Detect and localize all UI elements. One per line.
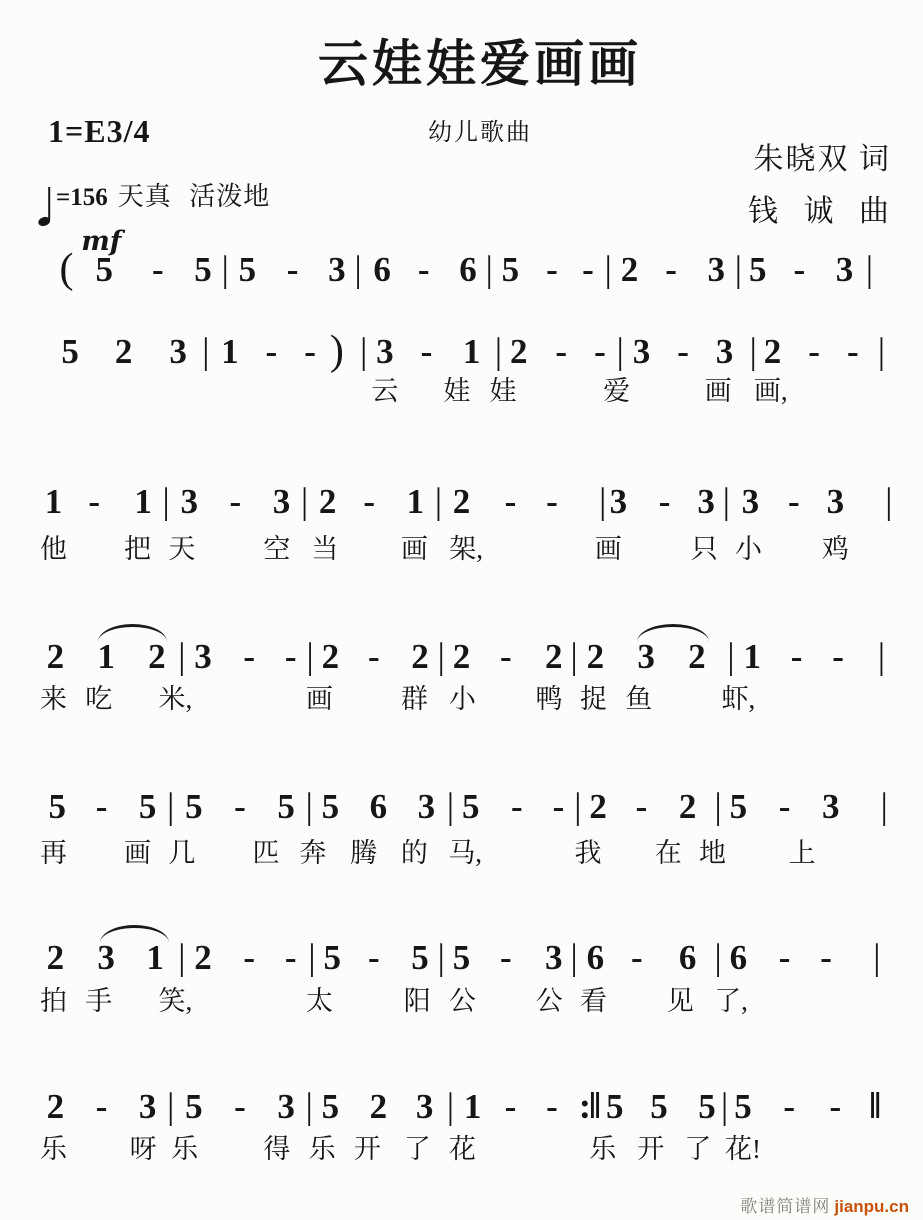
lyric-syllable: 娃 [443,376,471,406]
score-line-7 [0,1087,923,1127]
dynamics-marking: mf [81,226,122,257]
lyric-syllable: 当 [311,534,339,564]
note-token: 2 [148,637,166,676]
note-token: - [658,482,671,521]
lyric-syllable: 鸡 [821,534,849,564]
note-token: 2 [545,637,563,676]
barline: | [354,249,362,290]
note-token: 5 [277,787,295,826]
lyric-syllable: 太 [305,986,333,1016]
barline: | [305,1086,313,1127]
note-token: - [265,332,278,371]
key-signature: 1=E3/4 [48,113,151,149]
note-token: - [778,938,791,977]
lyric-line-5 [0,838,923,868]
slur-arc [98,624,167,642]
lyric-syllable: 米, [158,684,193,714]
note-token: 1 [743,637,761,676]
lyric-syllable: 吃 [85,684,113,714]
note-token: 2 [369,1087,388,1126]
note-token: 3 [277,1087,295,1126]
lyric-syllable: 画 [400,534,428,564]
score-line-2 [0,328,923,374]
quarter-note-icon [38,185,54,229]
note-token: - [847,332,859,371]
lyric-syllable: 爱 [603,376,631,406]
lyric-syllable: 地 [699,838,727,868]
barline: :‖ [578,1086,600,1127]
note-token: 1 [462,332,481,371]
barline: | [873,937,881,978]
lyricist-credit: 朱晓双 词 [753,143,891,176]
note-token: 1 [134,482,152,521]
watermark-site-name: 歌谱简谱网 [740,1197,831,1216]
lyric-syllable: 笑, [158,986,193,1016]
note-token: 3 [180,482,198,521]
barline: | [494,331,503,372]
note-token: - [243,938,256,977]
note-token: - [304,332,316,371]
note-token: 5 [61,332,79,371]
barline: | [221,249,229,290]
lyric-syllable: 花! [725,1134,761,1164]
lyric-syllable: 画, [753,376,788,406]
note-token: - [367,637,380,676]
note-token: - [808,332,820,371]
note-token: 5 [48,787,66,826]
lyric-syllable: 上 [788,838,816,868]
note-token: 3 [821,787,840,826]
note-token: 5 [698,1087,716,1126]
lyric-syllable: 乐 [40,1134,68,1164]
barline: | [437,937,445,978]
barline: | [570,937,578,978]
note-token: 3 [545,938,563,977]
lyric-syllable: 群 [400,684,428,714]
score-line-5 [0,787,923,827]
note-token: 2 [452,637,471,676]
note-token: 5 [323,938,342,977]
barline: ‖ [869,1086,880,1127]
barline: | [178,937,186,978]
score-line-6 [0,938,923,978]
note-token: - [152,250,164,289]
watermark-site-url: jianpu.cn [834,1197,909,1216]
note-token: - [504,1087,517,1126]
note-token: 2 [452,482,471,521]
lyric-syllable: 几 [168,838,196,868]
note-token: - [546,250,558,289]
note-token: 2 [678,787,697,826]
note-token: 5 [749,250,767,289]
note-token: 2 [318,482,337,521]
lyric-syllable: 了, [714,986,748,1016]
barline: | [880,786,888,827]
note-token: 5 [138,787,157,826]
note-token: 5 [185,787,203,826]
note-token: 3 [169,332,187,371]
note-token: 1 [146,938,164,977]
note-token: 6 [373,250,391,289]
score-line-1 [0,246,923,292]
note-token: - [783,1087,795,1126]
note-token: 1 [406,482,425,521]
note-token: 3 [637,637,655,676]
lyric-syllable: 虾, [721,684,756,714]
note-token: 2 [688,637,706,676]
lyric-syllable: 手 [85,986,113,1016]
barline: | [714,937,722,978]
note-token: 2 [411,637,429,676]
note-token: - [635,787,648,826]
barline: | [727,636,735,677]
note-token: 5 [729,787,748,826]
note-token: 2 [46,1087,65,1126]
note-token: - [555,332,567,371]
tempo-bpm: =156 [56,184,108,211]
barline: | [446,1086,455,1127]
note-token: - [665,250,677,289]
note-token: 3 [138,1087,157,1126]
barline: | [167,1086,175,1127]
lyric-syllable: 画 [124,838,152,868]
note-token: 3 [272,482,291,521]
note-token: - [95,787,108,826]
lyric-syllable: 腾 [350,838,378,868]
barline: | [359,331,368,372]
note-token: 1 [97,637,115,676]
page-title: 云娃娃爱画画 [317,36,642,92]
note-token: 5 [650,1087,668,1126]
note-token: ( [59,246,74,292]
lyric-line-3 [0,534,923,564]
tempo-expression: 天真 活泼地 [117,182,271,211]
note-token: - [234,787,246,826]
lyric-syllable: 拍 [40,986,68,1016]
barline: | [178,636,186,677]
note-token: - [582,250,594,289]
note-token: 3 [632,332,651,371]
note-token: - [420,332,433,371]
note-token: 2 [114,332,133,371]
note-token: 5 [605,1087,624,1126]
note-token: - [367,938,380,977]
barline: | [446,786,455,827]
lyric-syllable: 来 [40,684,68,714]
lyric-syllable: 开 [353,1134,381,1164]
lyric-syllable: 呀 [129,1134,157,1164]
note-token: 6 [678,938,697,977]
note-token: - [511,787,523,826]
note-token: 1 [44,482,63,521]
note-token: 3 [707,250,725,289]
note-token: - [95,1087,108,1126]
barline: | [877,331,886,372]
note-token: - [832,637,844,676]
score-line-3 [0,482,923,522]
note-token: - [286,250,299,289]
note-token: - [778,787,791,826]
note-token: - [363,482,376,521]
note-token: 2 [586,637,605,676]
note-token: 2 [509,332,528,371]
slur-arc [100,925,169,943]
note-token: 6 [586,938,605,977]
note-token: 3 [741,482,760,521]
note-token: - [499,637,512,676]
note-token: 5 [95,250,114,289]
note-token: 3 [376,332,394,371]
note-token: - [499,938,512,977]
note-token: 5 [501,250,520,289]
note-token: 6 [369,787,388,826]
note-token: - [790,637,803,676]
barline: | [434,481,443,522]
barline: | [604,249,612,290]
lyric-syllable: 画 [704,376,732,406]
lyric-syllable: 鱼 [625,684,653,714]
note-token: 5 [321,1087,340,1126]
lyric-syllable: 匹 [252,838,280,868]
note-token: - [284,938,297,977]
note-token: 2 [194,938,212,977]
note-token: 3 [328,250,346,289]
note-token: 1 [221,332,239,371]
lyric-syllable: 他 [40,534,68,564]
lyric-syllable: 公 [448,986,476,1016]
lyric-syllable: 再 [40,838,68,868]
note-token: 3 [715,332,734,371]
note-token: - [820,938,832,977]
lyric-syllable: 看 [579,986,607,1016]
barline: | [305,786,313,827]
lyric-syllable: 我 [574,838,602,868]
barline: | [300,481,309,522]
note-token: 2 [763,332,782,371]
lyric-line-2 [0,376,923,406]
lyric-syllable: 在 [654,838,682,868]
note-token: - [504,482,517,521]
note-token: - [234,1087,246,1126]
barline: | [202,331,210,372]
note-token: 2 [620,250,639,289]
note-token: 3 [417,787,436,826]
barline: | [574,786,582,827]
barline: | [720,1086,729,1127]
lyric-syllable: 乐 [171,1134,199,1164]
barline: | [167,786,175,827]
lyric-line-4 [0,684,923,714]
lyric-syllable: 娃 [489,376,517,406]
note-token: - [229,482,242,521]
note-token: - [243,637,256,676]
barline: | [734,249,743,290]
note-token: 3 [835,250,854,289]
tempo-marking [38,176,270,218]
lyric-syllable: 见 [666,986,694,1016]
song-category: 幼儿歌曲 [427,120,532,146]
note-token: 3 [609,482,628,521]
lyric-syllable: 乐 [589,1134,617,1164]
barline: | [722,481,731,522]
lyric-syllable: 空 [263,534,291,564]
barline: | [749,331,757,372]
lyric-syllable: 捉 [579,684,607,714]
note-token: 5 [238,250,257,289]
note-token: 6 [729,938,748,977]
note-token: - [631,938,643,977]
lyric-syllable: 得 [263,1134,291,1164]
lyric-syllable: 小 [448,684,476,714]
note-token: - [787,482,800,521]
lyric-syllable: 了 [684,1134,712,1164]
barline: | [885,481,893,522]
score-line-4 [0,637,923,677]
note-token: 3 [97,938,115,977]
lyric-syllable: 把 [124,534,152,564]
lyric-syllable: 鸭 [535,684,563,714]
lyric-syllable: 花 [448,1134,476,1164]
note-token: - [546,1087,558,1126]
note-token: 5 [461,787,480,826]
barline: | [308,937,316,978]
lyric-syllable: 了 [403,1134,431,1164]
note-token: 5 [734,1087,752,1126]
lyric-syllable: 画 [305,684,333,714]
lyric-syllable: 公 [535,986,563,1016]
note-token: - [88,482,100,521]
note-token: - [552,787,565,826]
barline: | [485,249,493,290]
note-token: 5 [185,1087,203,1126]
note-token: - [284,637,297,676]
lyric-syllable: 画 [594,534,622,564]
note-token: - [417,250,430,289]
lyric-syllable: 小 [735,534,763,564]
note-token: 1 [463,1087,482,1126]
note-token: - [829,1087,842,1126]
note-token: 3 [415,1087,434,1126]
barline: | [616,331,624,372]
lyric-syllable: 天 [168,534,196,564]
note-token: ) [329,328,344,374]
lyric-syllable: 奔 [299,838,327,868]
lyric-syllable: 只 [690,534,718,564]
lyric-line-6 [0,986,923,1016]
note-token: 2 [589,787,607,826]
barline: | [714,786,722,827]
barline: | [306,636,314,677]
barline: | [599,481,607,522]
lyric-syllable: 开 [637,1134,665,1164]
composer-credit: 钱 诚 曲 [748,195,891,228]
note-token: 3 [697,482,715,521]
barline: | [162,481,170,522]
note-token: - [793,250,806,289]
note-token: - [594,332,606,371]
watermark [740,1192,909,1217]
note-token: 5 [452,938,471,977]
lyric-syllable: 的 [400,838,428,868]
note-token: - [546,482,558,521]
note-token: 3 [194,637,212,676]
lyric-syllable: 架, [449,534,483,564]
note-token: 5 [321,787,340,826]
note-token: 6 [459,250,477,289]
lyric-line-7 [0,1134,923,1164]
barline: | [865,249,874,290]
note-token: 2 [321,637,340,676]
lyric-syllable: 马, [448,838,483,868]
lyric-syllable: 乐 [308,1134,336,1164]
note-token: 5 [194,250,212,289]
note-token: 2 [46,938,65,977]
lyric-syllable: 阳 [403,986,431,1016]
note-token: 5 [411,938,429,977]
lyric-syllable: 云 [371,376,399,406]
note-token: 2 [46,637,65,676]
barline: | [877,636,886,677]
note-token: - [677,332,689,371]
note-token: 3 [826,482,845,521]
barline: | [570,636,578,677]
slur-arc [637,624,709,642]
barline: | [437,636,445,677]
